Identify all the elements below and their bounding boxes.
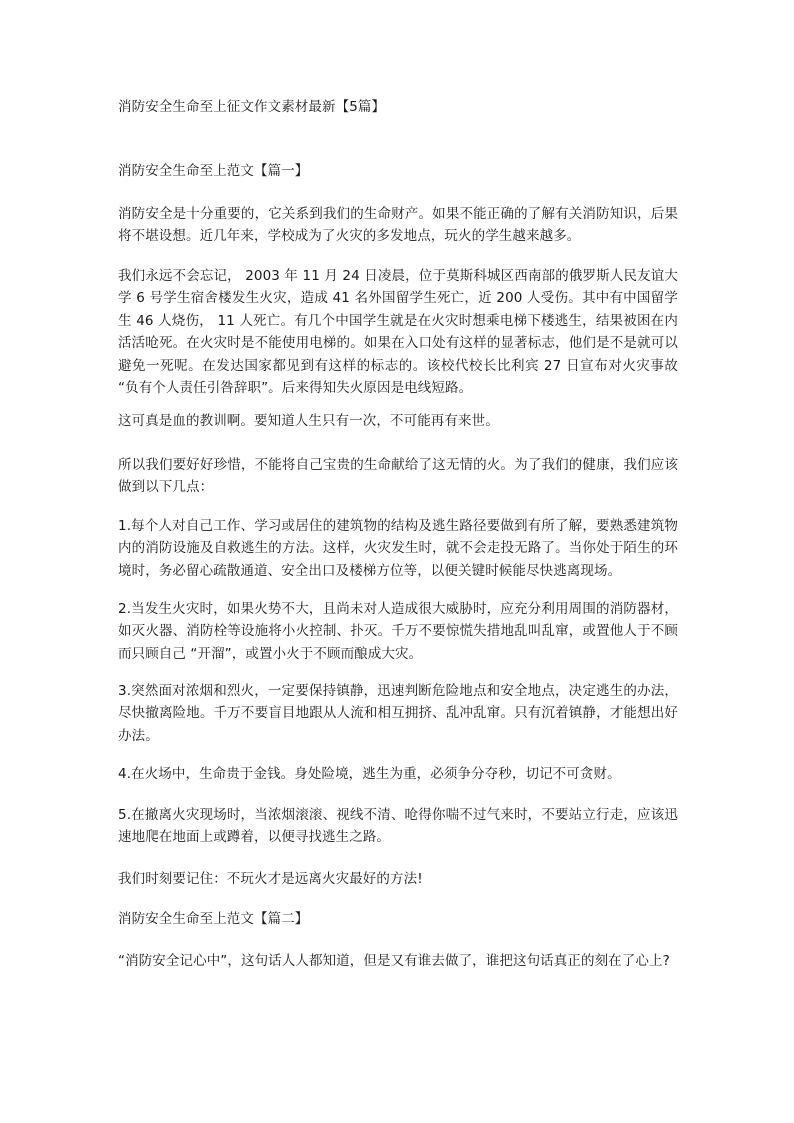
list-item-point-4: 4.在火场中，生命贵于金钱。身处险境，逃生为重，必须争分夺秒，切记不可贪财。: [118, 766, 621, 782]
paragraph-part-two-intro: “消防安全记心中”，这句话人人都知道，但是又有谁去做了，谁把这句话真正的刻在了心上?: [118, 953, 670, 969]
paragraph-moscow-fire: 我们永远不会忘记， 2003 年 11 月 24 日凌晨，位于莫斯科城区西南部的俄罗斯人民友谊大学 6 号学生宿舍楼发生火灾，造成 41 名外国留学生死亡，近 200 人受伤。其中有中国留学生 46 人烧伤， 11 人死亡。有几个中国学生就是在火灾时想乘电梯下楼逃生，结果被困在内活活呛死。在火灾时是不能使用电梯的。如果在入口处有这样的显著标志，他们是不是就可以避免一死呢。在发达国家都见到有这样的标志的。该校代校长比利宾 27 日宣布对火灾事故 “负有个人责任引咎辞职”。后来得知失火原因是电线短路。: [118, 268, 678, 397]
document-title: 消防安全生命至上征文作文素材最新【5篇】: [118, 99, 386, 115]
paragraph-intro: 消防安全是十分重要的，它关系到我们的生命财产。如果不能正确的了解有关消防知识，后果将不堪设想。近几年来，学校成为了火灾的多发地点，玩火的学生越来越多。: [118, 206, 678, 245]
list-item-point-3: 3.突然面对浓烟和烈火，一定要保持镇静，迅速判断危险地点和安全地点，决定逃生的办法，尽快撤离险地。千万不要盲目地跟从人流和相互拥挤、乱冲乱窜。只有沉着镇静，才能想出好办法。: [118, 683, 678, 744]
section-heading-part-one: 消防安全生命至上范文【篇一】: [118, 163, 309, 179]
list-item-point-5: 5.在撤离火灾现场时，当浓烟滚滚、视线不清、呛得你喘不过气来时，不要站立行走，应该迅速地爬在地面上或蹲着，以便寻找逃生之路。: [118, 807, 678, 846]
list-item-point-1: 1.每个人对自己工作、学习或居住的建筑物的结构及逃生路径要做到有所了解，要熟悉建筑物内的消防设施及自救逃生的方法。这样，火灾发生时，就不会走投无路了。当你处于陌生的环境时，务必留心疏散通道、安全出口及楼梯方位等，以便关键时候能尽快逃离现场。: [118, 518, 678, 579]
list-item-point-2: 2.当发生火灾时，如果火势不大，且尚未对人造成很大威胁时，应充分利用周围的消防器材，如灭火器、消防栓等设施将小火控制、扑灭。千万不要惊慌失措地乱叫乱窜，或置他人于不顾而只顾自己 “开溜”，或置小火于不顾而酿成大灾。: [118, 601, 678, 662]
paragraph-points-intro: 所以我们要好好珍惜，不能将自己宝贵的生命献给了这无情的火。为了我们的健康，我们应该做到以下几点：: [118, 457, 678, 496]
paragraph-conclusion: 我们时刻要记住：不玩火才是远离火灾最好的方法!: [118, 871, 423, 887]
section-heading-part-two: 消防安全生命至上范文【篇二】: [118, 911, 309, 927]
paragraph-lesson: 这可真是血的教训啊。要知道人生只有一次，不可能再有来世。: [118, 413, 499, 429]
